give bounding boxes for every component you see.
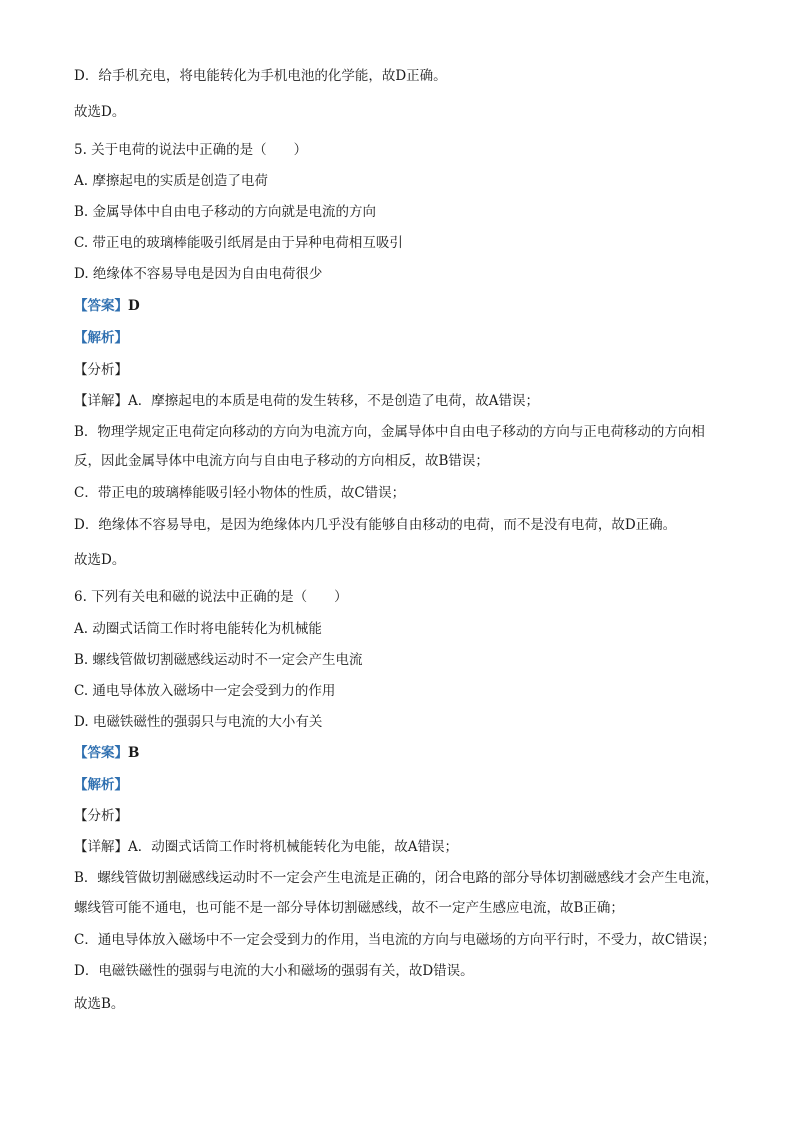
explanation-line: D．绝缘体不容易导电，是因为绝缘体内几乎没有能够自由移动的电荷，而不是没有电荷，故D正确。 <box>74 517 677 533</box>
q6-option-a: A. 动圈式话筒工作时将电能转化为机械能 <box>74 621 322 637</box>
q6-jiexi-tag: 【解析】 <box>74 777 128 793</box>
q5-xiangjie-row <box>74 391 724 411</box>
question-6-stem: 6. 下列有关电和磁的说法中正确的是（ ） <box>74 589 348 605</box>
explanation-line: B．物理学规定正电荷定向移动的方向为电流方向，金属导体中自由电子移动的方向与正电荷移动的方向相 <box>74 424 705 440</box>
selection-line: 故选B。 <box>74 996 125 1012</box>
explanation-line: D．电磁铁磁性的强弱与电流的大小和磁场的强弱有关，故D错误。 <box>74 963 474 979</box>
q6-option-d: D. 电磁铁磁性的强弱只与电流的大小有关 <box>74 714 323 730</box>
answer-value: D <box>128 298 140 314</box>
answer-value: B <box>128 745 140 761</box>
question-5-stem: 5. 关于电荷的说法中正确的是（ ） <box>74 142 308 158</box>
answer-tag: 【答案】 <box>74 298 128 314</box>
q6-xiangjie-row <box>74 837 724 857</box>
answer-tag: 【答案】 <box>74 745 128 761</box>
q5-option-a: A. 摩擦起电的实质是创造了电荷 <box>74 173 268 189</box>
explanation-line: C．带正电的玻璃棒能吸引轻小物体的性质，故C错误； <box>74 485 406 501</box>
q6-option-b: B. 螺线管做切割磁感线运动时不一定会产生电流 <box>74 652 363 668</box>
q5-jiexi-tag: 【解析】 <box>74 330 128 346</box>
text-line: 故选D。 <box>74 104 126 120</box>
xiangjie-text: A．动圈式话筒工作时将机械能转化为电能，故A错误； <box>128 839 458 855</box>
q5-answer-row <box>74 296 724 316</box>
q5-option-d: D. 绝缘体不容易导电是因为自由电荷很少 <box>74 266 323 282</box>
q5-fenxi-tag: 【分析】 <box>74 362 128 378</box>
q5-option-c: C. 带正电的玻璃棒能吸引纸屑是由于异种电荷相互吸引 <box>74 235 403 251</box>
q6-answer-row <box>74 743 724 763</box>
selection-line: 故选D。 <box>74 552 126 568</box>
explanation-line: C．通电导体放入磁场中不一定会受到力的作用，当电流的方向与电磁场的方向平行时，不受力，故C错误； <box>74 932 716 948</box>
text-line: D．给手机充电，将电能转化为手机电池的化学能，故D正确。 <box>74 68 447 84</box>
explanation-line: B．螺线管做切割磁感线运动时不一定会产生电流是正确的，闭合电路的部分导体切割磁感线才会产生电流， <box>74 870 719 886</box>
explanation-line: 反，因此金属导体中电流方向与自由电子移动的方向相反，故B错误； <box>74 453 489 469</box>
xiangjie-tag: 【详解】 <box>74 839 128 855</box>
q6-fenxi-tag: 【分析】 <box>74 808 128 824</box>
explanation-line: 螺线管可能不通电，也可能不是一部分导体切割磁感线，故不一定产生感应电流，故B正确； <box>74 900 624 916</box>
xiangjie-tag: 【详解】 <box>74 393 128 409</box>
q6-option-c: C. 通电导体放入磁场中一定会受到力的作用 <box>74 683 336 699</box>
xiangjie-text: A．摩擦起电的本质是电荷的发生转移，不是创造了电荷，故A错误； <box>128 393 539 409</box>
q5-option-b: B. 金属导体中自由电子移动的方向就是电流的方向 <box>74 204 377 220</box>
